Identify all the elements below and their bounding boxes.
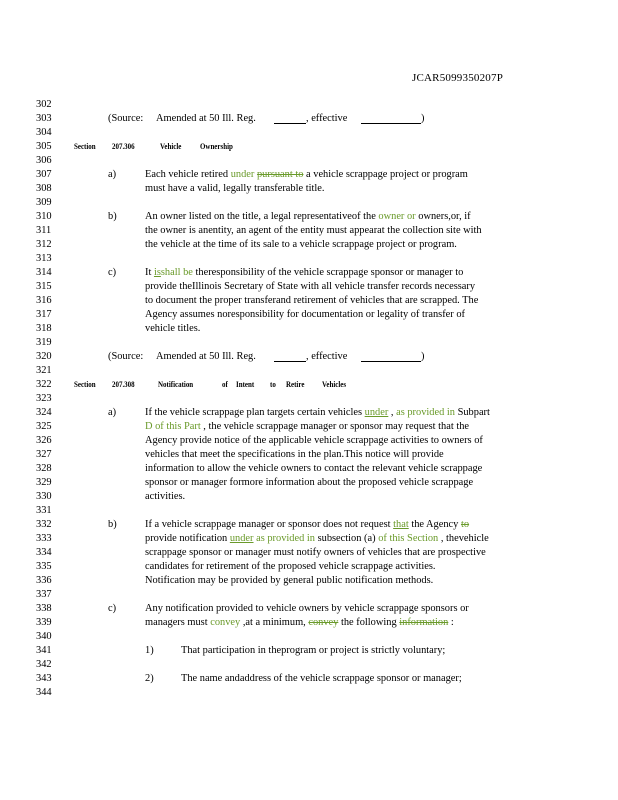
line-number: 332 xyxy=(36,519,52,530)
line-number: 320 xyxy=(36,351,52,362)
line-number: 316 xyxy=(36,295,52,306)
text: Subpart xyxy=(454,407,490,418)
line-303 xyxy=(0,112,618,126)
line-323 xyxy=(0,392,618,406)
line-number: 309 xyxy=(36,197,52,208)
line-308 xyxy=(0,182,618,196)
line-number: 322 xyxy=(36,379,52,390)
line-306 xyxy=(0,154,618,168)
paragraph-line: vehicles that meet the specifications in the plan.This notice will provide xyxy=(145,449,444,460)
line-340 xyxy=(0,630,618,644)
inserted-text: is xyxy=(153,267,161,278)
inserted-text: owner or xyxy=(378,211,416,222)
paragraph-line xyxy=(145,518,469,532)
line-312 xyxy=(0,238,618,252)
inserted-text: under xyxy=(364,407,389,418)
line-338 xyxy=(0,602,618,616)
deleted-text: information xyxy=(399,617,449,628)
section-number: 207.306 xyxy=(112,142,135,151)
line-number: 334 xyxy=(36,547,52,558)
inserted-text: that xyxy=(393,519,409,530)
line-334 xyxy=(0,546,618,560)
line-337 xyxy=(0,588,618,602)
source-blank xyxy=(274,113,306,124)
inserted-text: as provided in xyxy=(253,533,315,544)
line-number: 305 xyxy=(36,141,52,152)
text: the Agency xyxy=(408,519,461,530)
subsection-label: a) xyxy=(108,407,117,418)
section-label: Section xyxy=(74,380,96,389)
source-effective: , effective xyxy=(306,113,348,124)
line-number: 339 xyxy=(36,617,52,628)
section-title-word: of xyxy=(222,380,228,389)
source-blank xyxy=(274,351,306,362)
paragraph-line xyxy=(145,210,471,224)
text: managers must xyxy=(145,617,211,628)
line-number: 341 xyxy=(36,645,52,656)
subsection-label: b) xyxy=(108,211,117,222)
line-320 xyxy=(0,350,618,364)
paragraph-line: the vehicle at the time of its sale to a vehicle scrappage project or program. xyxy=(145,239,457,250)
line-322 xyxy=(0,378,618,392)
inserted-text: of this Section xyxy=(378,533,439,544)
line-number: 344 xyxy=(36,687,52,698)
text: subsection (a) xyxy=(314,533,379,544)
line-314 xyxy=(0,266,618,280)
line-317 xyxy=(0,308,618,322)
paragraph-line: Agency assumes noresponsibility for documentation or legality of transfer of xyxy=(145,309,466,320)
effective-blank xyxy=(361,113,421,124)
item-text: The name andaddress of the vehicle scrappage sponsor or manager; xyxy=(181,673,462,684)
line-328 xyxy=(0,462,618,476)
inserted-text: convey xyxy=(210,617,241,628)
subsection-label: b) xyxy=(108,519,117,530)
text: , xyxy=(388,407,394,418)
line-310 xyxy=(0,210,618,224)
line-335 xyxy=(0,560,618,574)
line-number: 336 xyxy=(36,575,52,586)
line-number: 312 xyxy=(36,239,52,250)
paragraph-line: vehicle titles. xyxy=(145,323,201,334)
line-number: 321 xyxy=(36,365,52,376)
line-number: 315 xyxy=(36,281,52,292)
text: If a vehicle scrappage manager or sponsor does not request xyxy=(145,519,394,530)
section-title-word: Vehicle xyxy=(160,142,182,151)
text: provide notification xyxy=(145,533,230,544)
line-329 xyxy=(0,476,618,490)
paragraph-line xyxy=(145,616,454,630)
deleted-text: convey xyxy=(308,617,339,628)
line-342 xyxy=(0,658,618,672)
section-label: Section xyxy=(74,142,96,151)
line-number: 318 xyxy=(36,323,52,334)
line-number: 304 xyxy=(36,127,52,138)
paragraph-line: to document the proper transferand retirement of vehicles that are scrapped. The xyxy=(145,295,479,306)
paragraph-line xyxy=(145,532,489,546)
text: An owner listed on the title, a legal representativeof the xyxy=(145,211,379,222)
line-313 xyxy=(0,252,618,266)
line-number: 324 xyxy=(36,407,52,418)
line-327 xyxy=(0,448,618,462)
source-close: ) xyxy=(421,113,425,124)
line-number: 326 xyxy=(36,435,52,446)
section-title-word: Intent xyxy=(236,380,255,389)
line-number: 323 xyxy=(36,393,52,404)
line-number: 327 xyxy=(36,449,52,460)
text: the following xyxy=(338,617,400,628)
line-341 xyxy=(0,644,618,658)
line-332 xyxy=(0,518,618,532)
section-title-word: Ownership xyxy=(200,142,233,151)
section-title-word: to xyxy=(270,380,276,389)
line-315 xyxy=(0,280,618,294)
section-title-word: Vehicles xyxy=(322,380,347,389)
line-number: 313 xyxy=(36,253,52,264)
section-title-word: Retire xyxy=(286,380,305,389)
document-id: JCAR5099350207P xyxy=(412,72,504,84)
line-number: 330 xyxy=(36,491,52,502)
line-325 xyxy=(0,420,618,434)
line-324 xyxy=(0,406,618,420)
source-label: (Source: xyxy=(108,351,144,362)
line-309 xyxy=(0,196,618,210)
line-333 xyxy=(0,532,618,546)
deleted-text: pursuant to xyxy=(256,169,304,180)
line-304 xyxy=(0,126,618,140)
paragraph-line xyxy=(145,420,469,434)
line-number: 319 xyxy=(36,337,52,348)
source-close: ) xyxy=(421,351,425,362)
inserted-text: as provided in xyxy=(393,407,455,418)
line-319 xyxy=(0,336,618,350)
line-311 xyxy=(0,224,618,238)
text: , the vehicle scrappage manager or sponsor may request that the xyxy=(200,421,470,432)
line-number: 303 xyxy=(36,113,52,124)
line-number: 337 xyxy=(36,589,52,600)
source-text: Amended at 50 Ill. Reg. xyxy=(156,113,256,124)
paragraph-line: Notification may be provided by general public notification methods. xyxy=(145,575,434,586)
line-number: 329 xyxy=(36,477,52,488)
line-331 xyxy=(0,504,618,518)
line-336 xyxy=(0,574,618,588)
text: a vehicle scrappage project or program xyxy=(303,169,468,180)
deleted-text: to xyxy=(460,519,470,530)
line-316 xyxy=(0,294,618,308)
paragraph-line: sponsor or manager formore information about the proposed vehicle scrappage xyxy=(145,477,474,488)
section-title-word: Notification xyxy=(158,380,194,389)
line-number: 314 xyxy=(36,267,52,278)
line-326 xyxy=(0,434,618,448)
line-number: 343 xyxy=(36,673,52,684)
subsection-label: c) xyxy=(108,603,117,614)
section-number: 207.308 xyxy=(112,380,135,389)
subsection-label: a) xyxy=(108,169,117,180)
source-text: Amended at 50 Ill. Reg. xyxy=(156,351,256,362)
line-number: 317 xyxy=(36,309,52,320)
text: If the vehicle scrappage plan targets certain vehicles xyxy=(145,407,365,418)
line-344 xyxy=(0,686,618,700)
text: It xyxy=(145,267,154,278)
line-302 xyxy=(0,98,618,112)
inserted-text: under xyxy=(230,169,255,180)
line-number: 342 xyxy=(36,659,52,670)
line-number: 331 xyxy=(36,505,52,516)
line-number: 338 xyxy=(36,603,52,614)
line-number: 306 xyxy=(36,155,52,166)
item-text: That participation in theprogram or project is strictly voluntary; xyxy=(181,645,446,656)
line-339 xyxy=(0,616,618,630)
line-number: 311 xyxy=(36,225,52,236)
line-number: 310 xyxy=(36,211,52,222)
paragraph-line: activities. xyxy=(145,491,186,502)
paragraph-line: scrappage sponsor or manager must notify owners of vehicles that are prospective xyxy=(145,547,486,558)
paragraph-line: Agency provide notice of the applicable vehicle scrappage activities to owners of xyxy=(145,435,483,446)
line-number: 307 xyxy=(36,169,52,180)
paragraph-line: must have a valid, legally transferable title. xyxy=(145,183,325,194)
paragraph-line xyxy=(145,266,463,280)
line-number: 302 xyxy=(36,99,52,110)
line-number: 335 xyxy=(36,561,52,572)
line-number: 308 xyxy=(36,183,52,194)
effective-blank xyxy=(361,351,421,362)
line-number: 328 xyxy=(36,463,52,474)
text: Each vehicle retired xyxy=(145,169,231,180)
line-318 xyxy=(0,322,618,336)
text: : xyxy=(448,617,454,628)
paragraph-line: Any notification provided to vehicle owners by vehicle scrappage sponsors or xyxy=(145,603,469,614)
paragraph-line: information to allow the vehicle owners to contact the relevant vehicle scrappage xyxy=(145,463,483,474)
item-label: 1) xyxy=(145,645,154,656)
item-label: 2) xyxy=(145,673,154,684)
line-321 xyxy=(0,364,618,378)
text: owners,or, if xyxy=(415,211,471,222)
line-305 xyxy=(0,140,618,154)
inserted-text: D of this Part xyxy=(145,421,201,432)
line-343 xyxy=(0,672,618,686)
subsection-label: c) xyxy=(108,267,117,278)
source-label: (Source: xyxy=(108,113,144,124)
source-effective: , effective xyxy=(306,351,348,362)
line-330 xyxy=(0,490,618,504)
line-number: 325 xyxy=(36,421,52,432)
line-number: 340 xyxy=(36,631,52,642)
text: , thevehicle xyxy=(438,533,489,544)
line-number: 333 xyxy=(36,533,52,544)
paragraph-line xyxy=(145,168,468,182)
text: ,at a minimum, xyxy=(240,617,309,628)
paragraph-line xyxy=(145,406,490,420)
paragraph-line: provide theIllinois Secretary of State with all vehicle transfer records necessary xyxy=(145,281,476,292)
text: theresponsibility of the vehicle scrappage sponsor or manager to xyxy=(192,267,464,278)
text: shall be xyxy=(160,267,193,278)
paragraph-line: the owner is anentity, an agent of the entity must appearat the collection site with xyxy=(145,225,482,236)
line-307 xyxy=(0,168,618,182)
inserted-text: under xyxy=(229,533,254,544)
paragraph-line: candidates for retirement of the proposed vehicle scrappage activities. xyxy=(145,561,436,572)
